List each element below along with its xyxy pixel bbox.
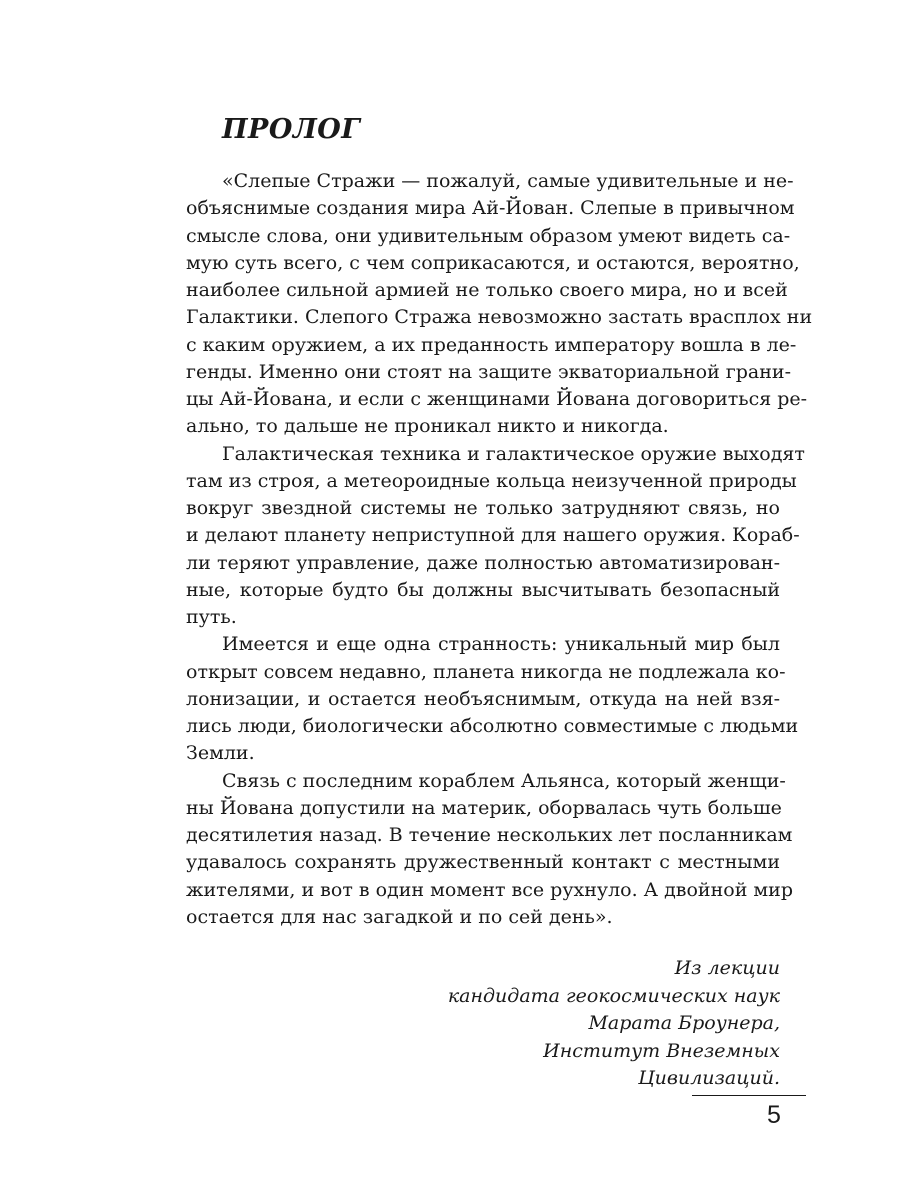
text-line: с каким оружием, а их преданность императору вошла в ле- (186, 333, 797, 356)
prologue-text (186, 168, 813, 931)
text-line: лонизации, и остается необъяснимым, откуда на ней взя- (186, 687, 780, 710)
text-line: «Слепые Стражи — пожалуй, самые удивительные и не- (222, 170, 794, 192)
attribution-line: Марата Броунера, (588, 1012, 780, 1034)
text-line: цы Ай-Йована, и если с женщинами Йована договориться ре- (186, 388, 808, 410)
text-line: смысле слова, они удивительным образом умеют видеть са- (186, 224, 791, 247)
text-line: ны Йована допустили на материк, оборвалась чуть больше (186, 796, 782, 819)
text-line: Связь с последним кораблем Альянса, который женщи- (222, 769, 786, 792)
attribution-line: Из лекции (674, 957, 780, 979)
paragraph (186, 631, 799, 767)
text-line: лись люди, биологически абсолютно совместимые с людьми (186, 715, 799, 737)
attribution (448, 955, 780, 1093)
text-line: ально, то дальше не проникал никто и никогда. (186, 415, 669, 438)
text-line: десятилетия назад. В течение нескольких лет посланникам (186, 824, 793, 846)
attribution-line: Цивилизаций. (638, 1067, 780, 1089)
text-line: и делают планету неприступной для нашего оружия. Кораб- (186, 524, 800, 547)
text-line: ли теряют управление, даже полностью автоматизирован- (186, 551, 780, 574)
attribution-line: Институт Внеземных (543, 1039, 780, 1062)
text-line: вокруг звездной системы не только затрудняют связь, но (186, 497, 780, 519)
paragraph (186, 441, 805, 632)
paragraph (186, 168, 813, 441)
text-line: ные, которые будто бы должны высчитывать безопасный (186, 578, 780, 601)
text-line: наиболее сильной армией не только своего мира, но и всей (186, 279, 788, 301)
footer-rule (692, 1095, 806, 1096)
text-line: открыт совсем недавно, планета никогда не подлежала ко- (186, 660, 786, 683)
text-line: генды. Именно они стоят на защите экваториальной грани- (186, 360, 791, 383)
text-line: удавалось сохранять дружественный контакт с местными (186, 851, 780, 874)
text-line: мую суть всего, с чем соприкасаются, и остаются, вероятно, (186, 251, 800, 274)
text-line: остается для нас загадкой и по сей день». (186, 905, 613, 928)
text-line: жителями, и вот в один момент все рухнуло. А двойной мир (186, 878, 794, 901)
text-line: Галактики. Слепого Стража невозможно застать врасплох ни (186, 306, 813, 329)
text-line: путь. (186, 606, 237, 628)
text-line: Галактическая техника и галактическое оружие выходят (222, 442, 805, 465)
text-line: там из строя, а метеороидные кольца неизученной природы (186, 469, 797, 492)
text-line: объяснимые создания мира Ай-Йован. Слепые в привычном (186, 197, 795, 220)
attribution-line: кандидата геокосмических наук (447, 984, 780, 1007)
text-line: Земли. (186, 742, 255, 765)
text-line: Имеется и еще одна странность: уникальный мир был (222, 633, 780, 656)
chapter-title: ПРОЛОГ (222, 114, 361, 145)
paragraph (186, 768, 794, 932)
page-number: 5 (767, 1101, 781, 1129)
